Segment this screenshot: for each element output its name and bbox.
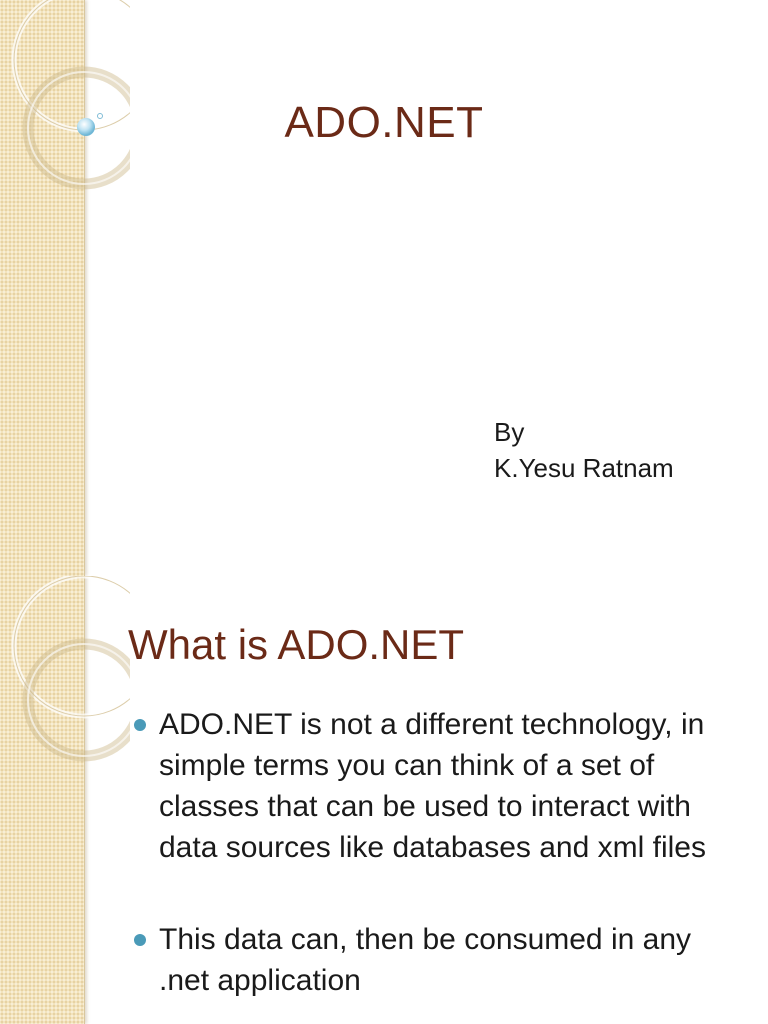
bullet-dot-icon: [134, 934, 146, 946]
author-byline: [494, 414, 674, 486]
bullet-text: ADO.NET is not a different technology, in simple terms you can think of a set of classes that can be used to interact with data sources like databases and xml files: [159, 708, 706, 864]
byline-label: By: [494, 417, 525, 447]
list-item: [159, 704, 749, 868]
section-title: What is ADO.NET: [128, 621, 465, 668]
author-name: K.Yesu Ratnam: [494, 453, 674, 483]
content-slide: [0, 576, 768, 1024]
decorative-side-strip: [0, 0, 85, 576]
bullet-dot-icon: [134, 719, 146, 731]
list-item: [159, 919, 749, 1001]
bullet-list: [0, 704, 768, 1024]
slide-title: ADO.NET: [284, 98, 484, 147]
bullet-text: This data can, then be consumed in any .net application: [159, 923, 692, 997]
